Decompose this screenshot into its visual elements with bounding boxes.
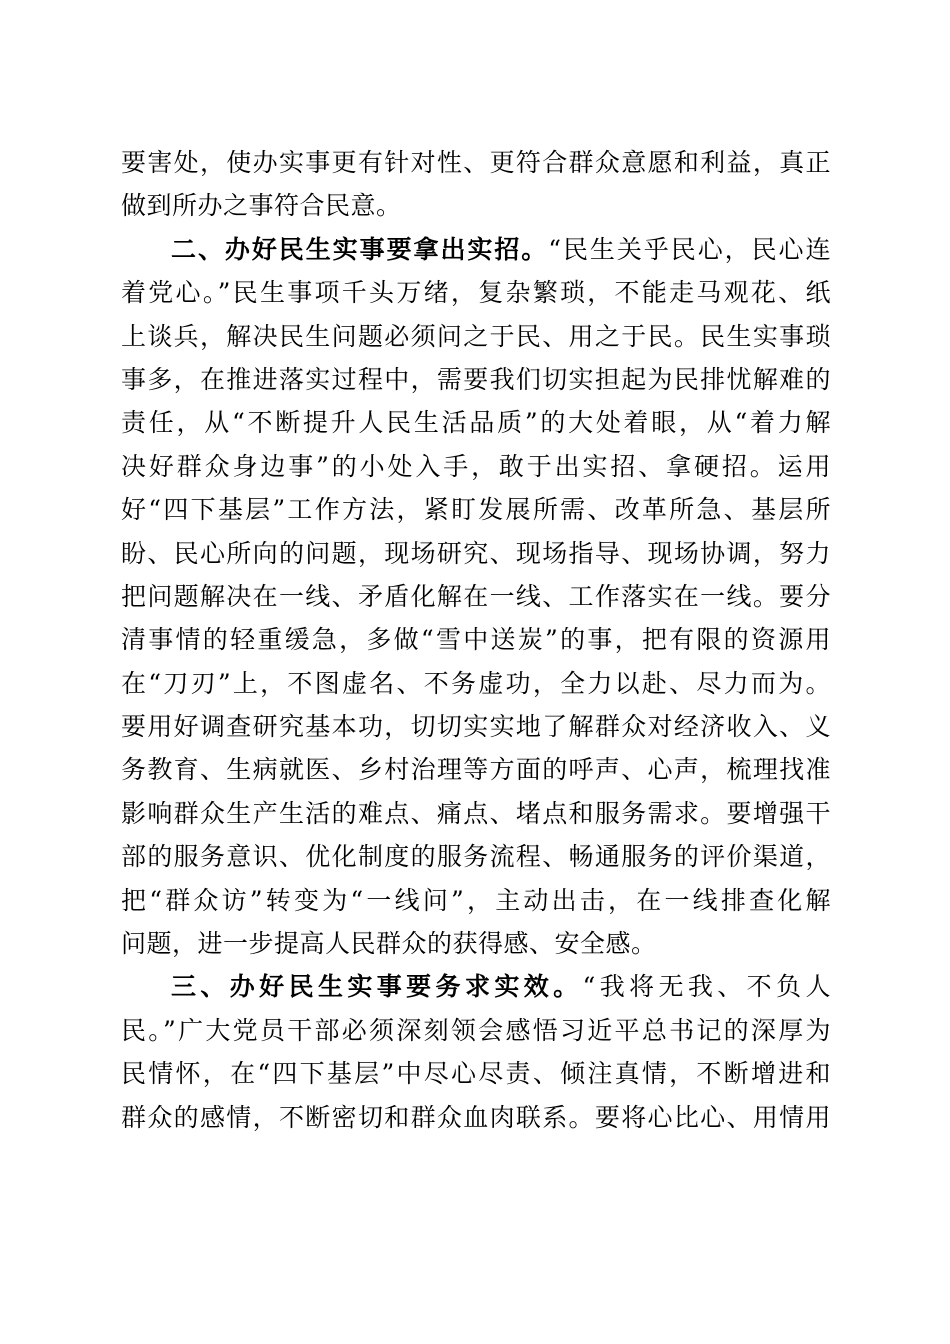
document-body	[121, 141, 831, 1139]
paragraph-line: 在“刀刃”上，不图虚名、不务虚功，全力以赴、尽力而为。	[121, 668, 831, 698]
paragraph-line: 把“群众访”转变为“一线问”，主动出击，在一线排查化解	[121, 885, 831, 915]
paragraph-first-line	[121, 965, 831, 1008]
paragraph-text: “民生关乎民心，民心连	[548, 234, 831, 264]
section-heading-two: 二、办好民生实事要拿出实招。	[171, 234, 549, 264]
paragraph-line: 好“四下基层”工作方法，紧盯发展所需、改革所急、基层所	[121, 495, 831, 525]
paragraph-line: 责任，从“不断提升人民生活品质”的大处着眼，从“着力解	[121, 408, 831, 438]
paragraph-line: 着党心。”民生事项千头万绪，复杂繁琐，不能走马观花、纸	[121, 278, 831, 308]
paragraph-line: 做到所办之事符合民意。	[121, 191, 402, 221]
paragraph-line: 盼、民心所向的问题，现场研究、现场指导、现场协调，努力	[121, 538, 831, 568]
paragraph-line: 务教育、生病就医、乡村治理等方面的呼声、心声，梳理找准	[121, 755, 831, 785]
paragraph-line: 民。”广大党员干部必须深刻领会感悟习近平总书记的深厚为	[121, 1015, 831, 1045]
paragraph-line: 清事情的轻重缓急，多做“雪中送炭”的事，把有限的资源用	[121, 625, 831, 655]
paragraph-line: 要害处，使办实事更有针对性、更符合群众意愿和利益，真正	[121, 148, 831, 177]
paragraph-line: 群众的感情，不断密切和群众血肉联系。要将心比心、用情用	[121, 1102, 831, 1132]
paragraph-text: “我将无我、不负人	[582, 972, 831, 1002]
paragraph-line: 事多，在推进落实过程中，需要我们切实担起为民排忧解难的	[121, 364, 831, 394]
paragraph-first-line	[121, 228, 831, 271]
paragraph-line: 要用好调查研究基本功，切切实实地了解群众对经济收入、义	[121, 712, 831, 742]
paragraph-line: 问题，进一步提高人民群众的获得感、安全感。	[121, 929, 657, 959]
paragraph-line: 部的服务意识、优化制度的服务流程、畅通服务的评价渠道，	[121, 842, 831, 872]
paragraph-line: 把问题解决在一线、矛盾化解在一线、工作落实在一线。要分	[121, 581, 831, 611]
paragraph-line: 上谈兵，解决民生问题必须问之于民、用之于民。民生实事琐	[121, 321, 831, 351]
section-heading-three: 三、办好民生实事要务求实效。	[171, 972, 583, 1002]
paragraph-line: 影响群众生产生活的难点、痛点、堵点和服务需求。要增强干	[121, 798, 831, 828]
paragraph-line: 民情怀，在“四下基层”中尽心尽责、倾注真情，不断增进和	[121, 1059, 831, 1089]
paragraph-line: 决好群众身边事”的小处入手，敢于出实招、拿硬招。运用	[121, 451, 831, 481]
